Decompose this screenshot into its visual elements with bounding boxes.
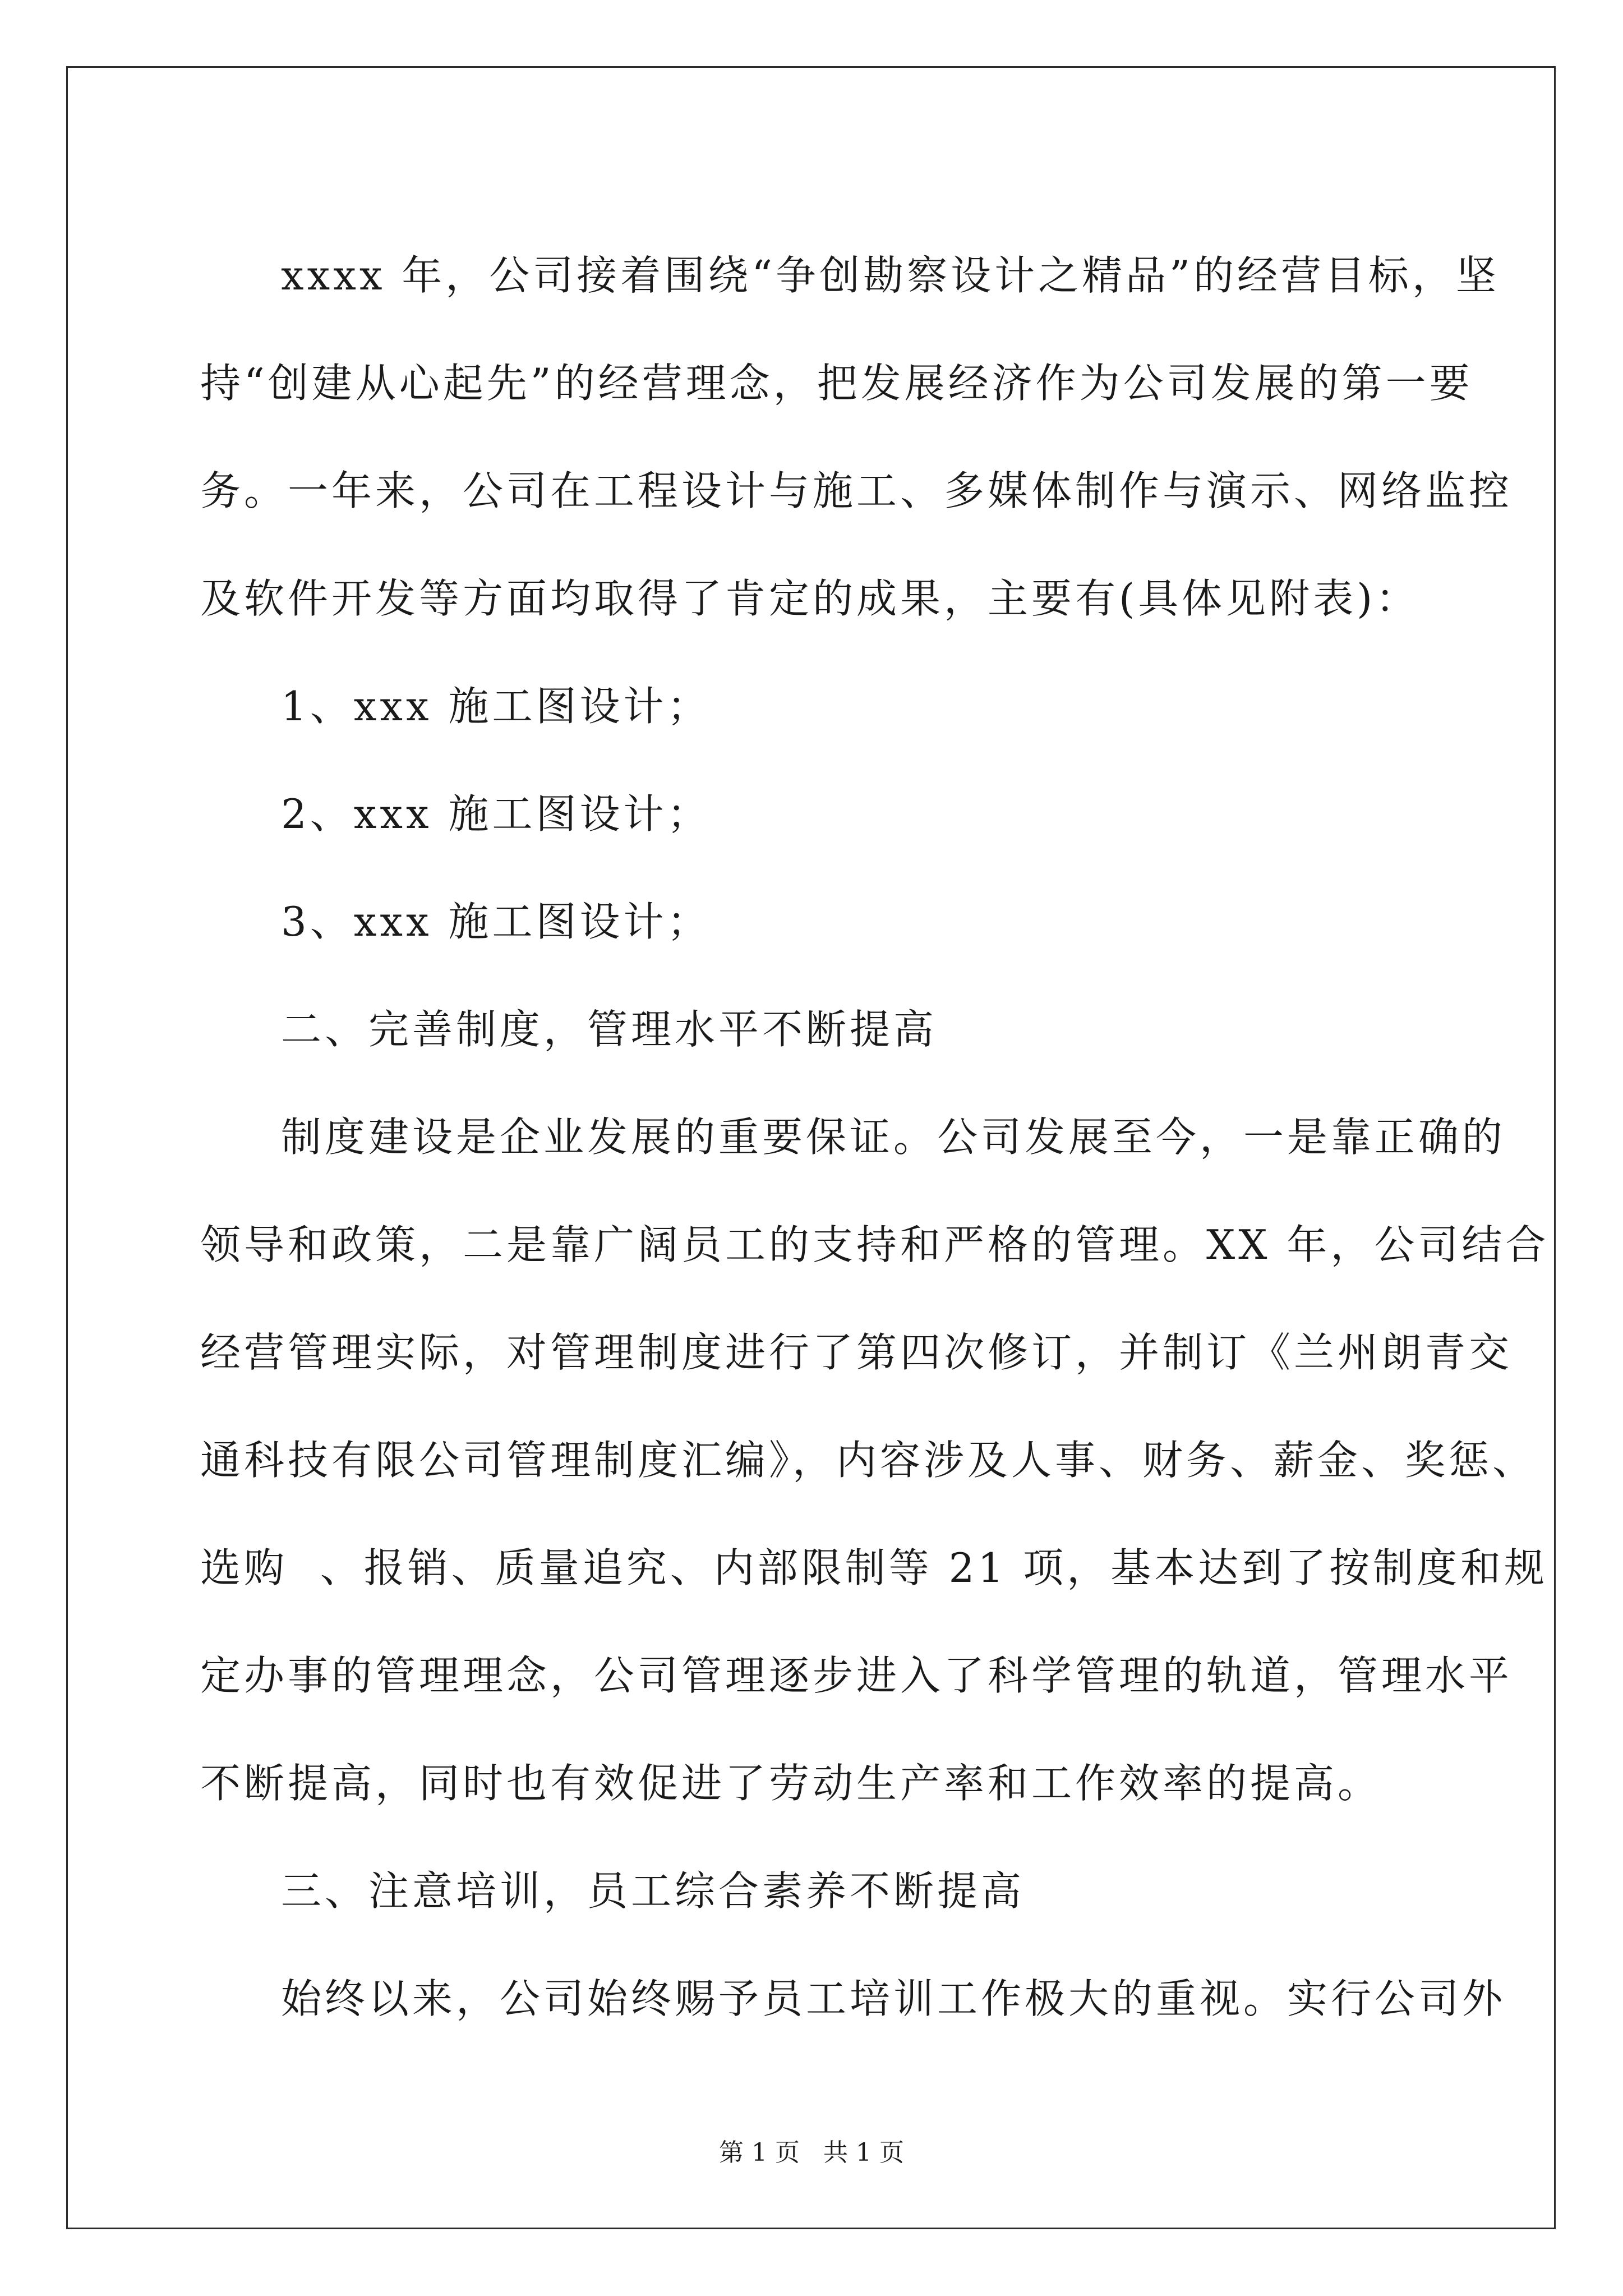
paragraph-line: 始终以来，公司始终赐予员工培训工作极大的重视。实行公司外 bbox=[281, 1975, 1506, 2022]
paragraph-line: 及软件开发等方面均取得了肯定的成果，主要有(具体见附表)： bbox=[200, 575, 1420, 622]
list-item: 1、xxx 施工图设计； bbox=[281, 683, 711, 730]
list-item: 2、xxx 施工图设计； bbox=[281, 790, 711, 838]
paragraph-line: 不断提高，同时也有效促进了劳动生产率和工作效率的提高。 bbox=[200, 1760, 1382, 1807]
paragraph-line: 选购 、报销、质量追究、内部限制等 21 项，基本达到了按制度和规 bbox=[200, 1544, 1548, 1591]
page-number: 第 1 页 共 1 页 bbox=[719, 2138, 904, 2167]
paragraph-line: 经营管理实际，对管理制度进行了第四次修订，并制订《兰州朗青交 bbox=[200, 1329, 1513, 1376]
paragraph-line: 领导和政策，二是靠广阔员工的支持和严格的管理。XX 年，公司结合 bbox=[200, 1221, 1550, 1268]
section-heading: 二、完善制度，管理水平不断提高 bbox=[281, 1006, 938, 1053]
paragraph-line: xxxx 年，公司接着围绕“争创勘察设计之精品”的经营目标，坚 bbox=[281, 252, 1500, 299]
paragraph-line: 制度建设是企业发展的重要保证。公司发展至今，一是靠正确的 bbox=[281, 1114, 1506, 1161]
page-footer bbox=[0, 2136, 1623, 2170]
list-item: 3、xxx 施工图设计； bbox=[281, 898, 711, 945]
section-heading: 三、注意培训，员工综合素养不断提高 bbox=[281, 1867, 1025, 1915]
paragraph-line: 务。一年来，公司在工程设计与施工、多媒体制作与演示、网络监控 bbox=[200, 467, 1513, 514]
paragraph-line: 定办事的管理理念，公司管理逐步进入了科学管理的轨道，管理水平 bbox=[200, 1652, 1513, 1699]
paragraph-line: 通科技有限公司管理制度汇编》，内容涉及人事、财务、薪金、奖惩、 bbox=[200, 1437, 1537, 1484]
paragraph-line: 持“创建从心起先”的经营理念，把发展经济作为公司发展的第一要 bbox=[200, 360, 1473, 407]
document-body bbox=[200, 222, 1550, 2053]
